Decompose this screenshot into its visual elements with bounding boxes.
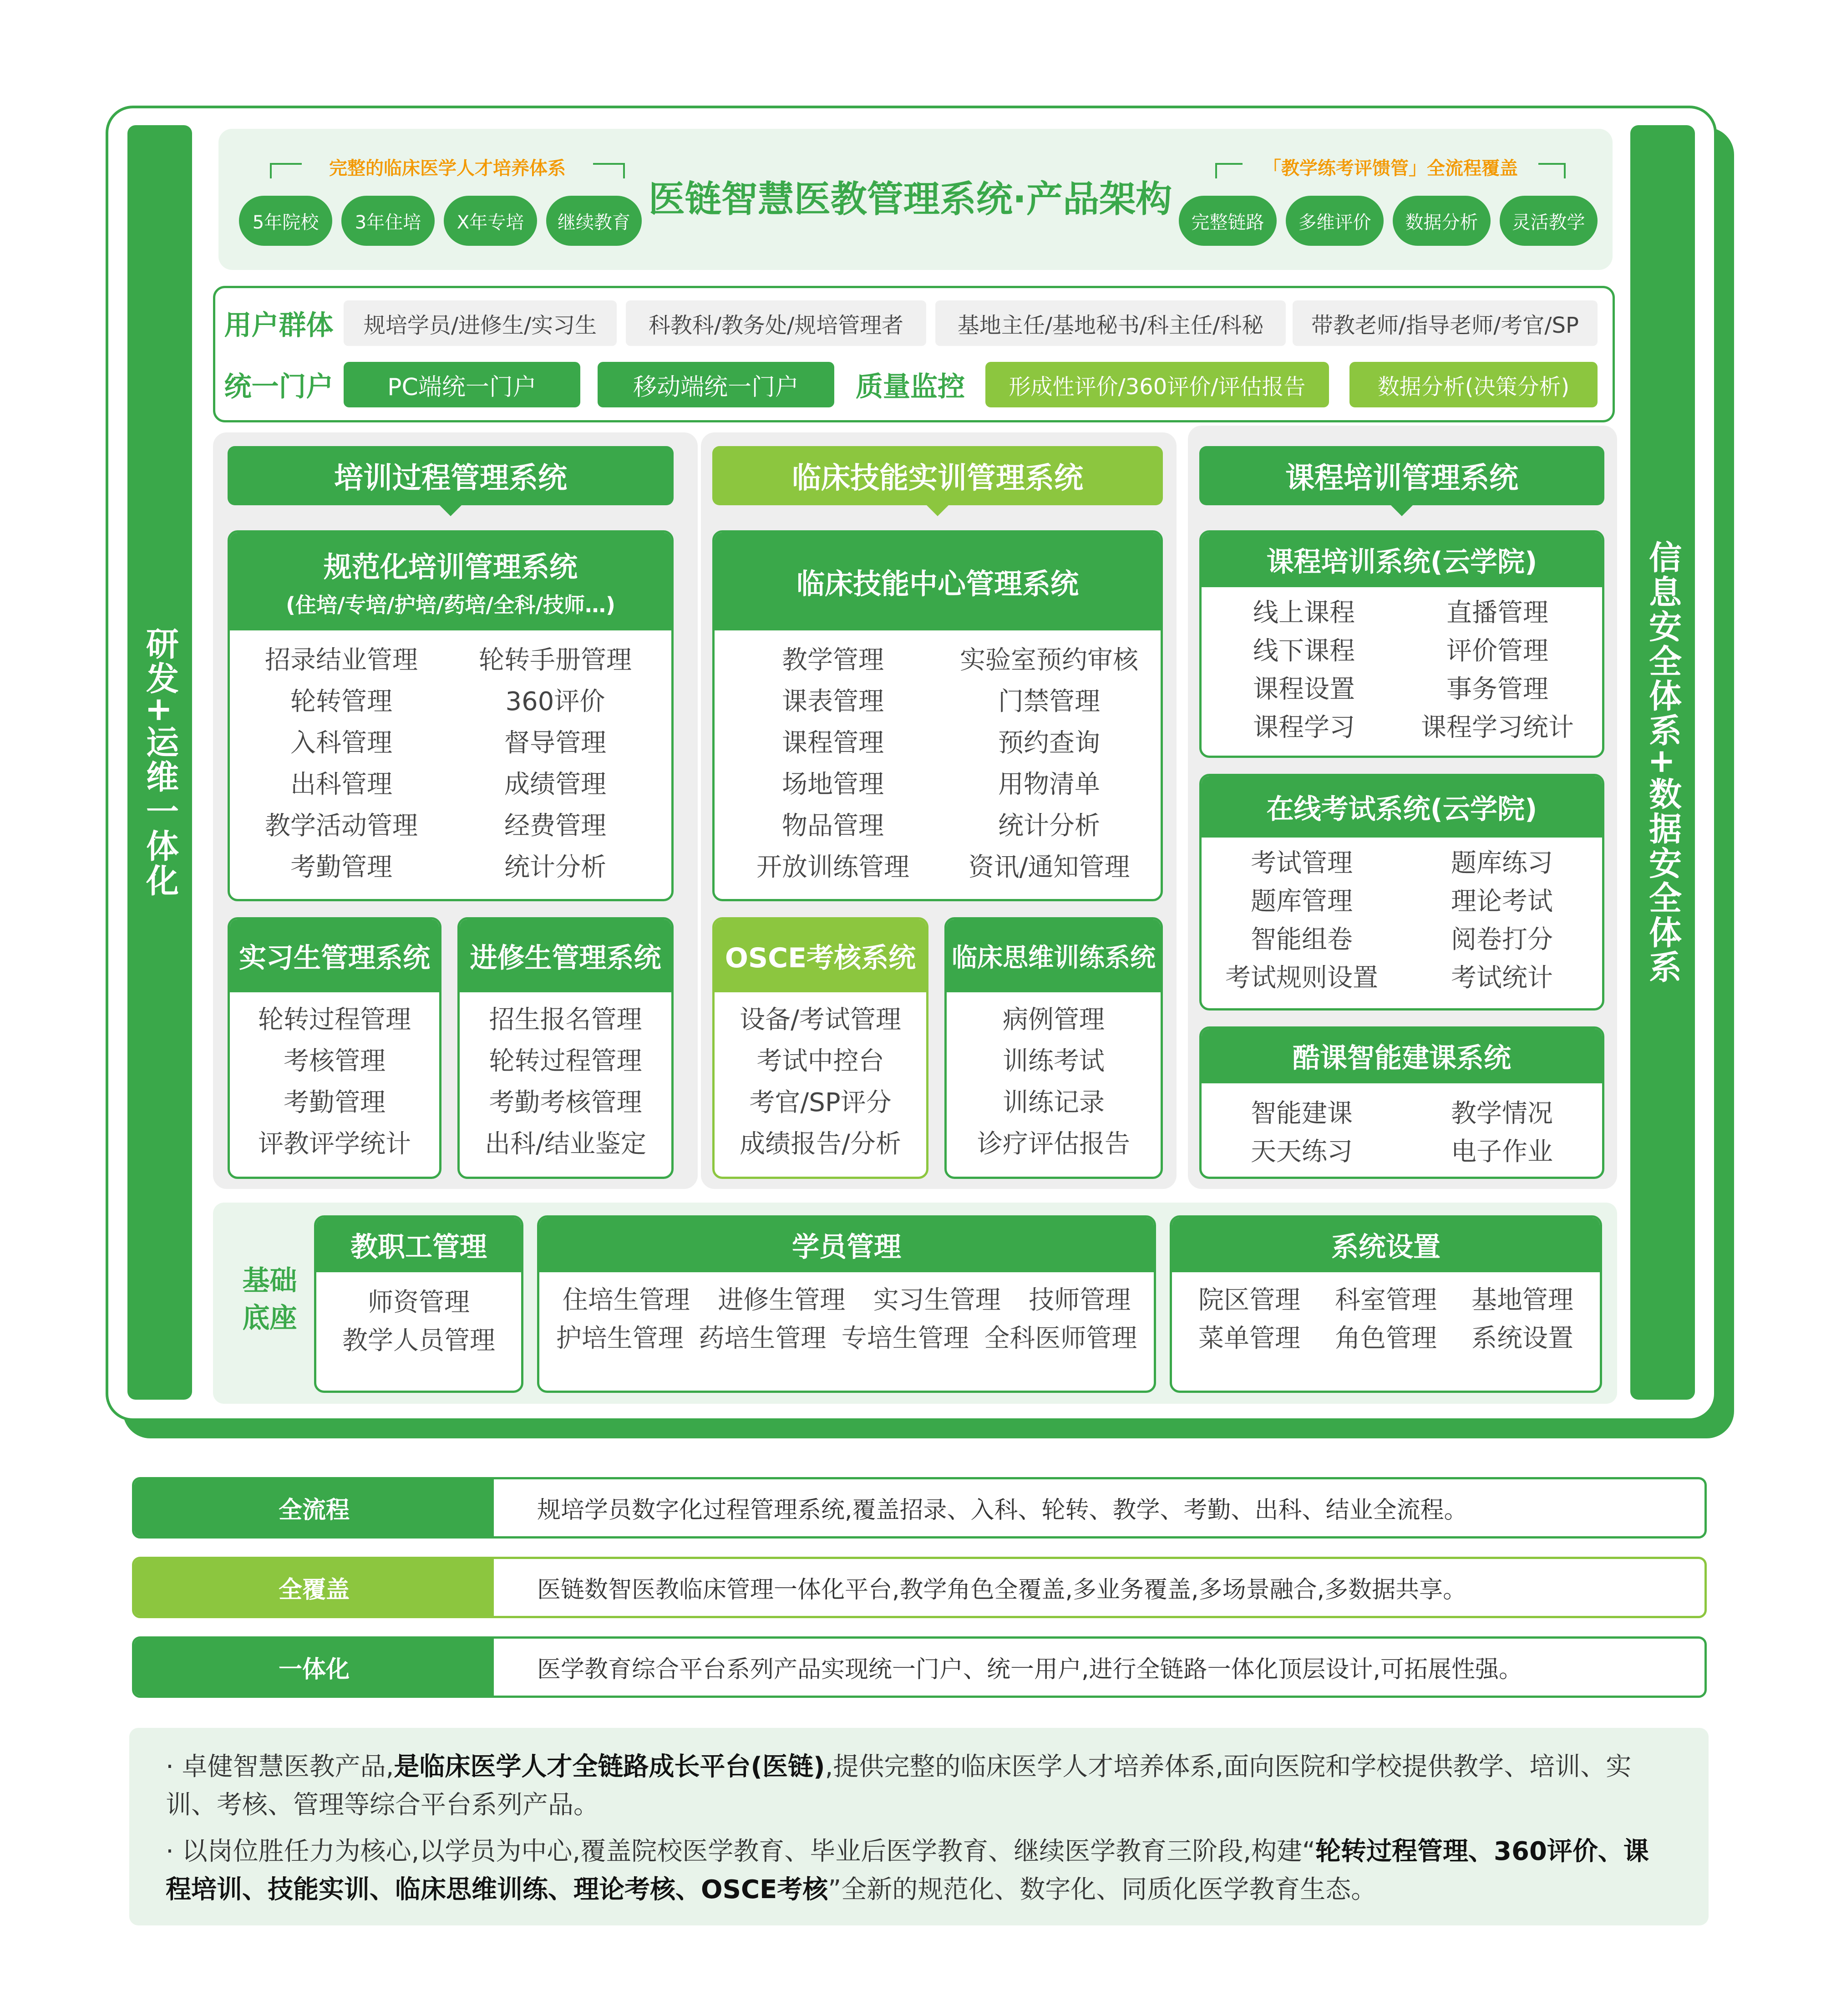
user-group-admin: 科教科/教务处/规培管理者 [626, 300, 926, 346]
list-item: 实验室预约审核 [960, 645, 1138, 675]
list-item: 技师管理 [1029, 1285, 1131, 1315]
quality-label: 质量监控 [856, 371, 965, 403]
list-item: 教学人员管理 [342, 1326, 495, 1356]
right-bracket [1215, 163, 1243, 178]
skills-center-right-list [938, 637, 1161, 886]
skills-center-card [712, 530, 1163, 901]
list-item: 考勤管理 [284, 1087, 386, 1117]
list-item: 天天练习 [1251, 1137, 1353, 1167]
staff-management-card [314, 1215, 523, 1393]
pill-multi-eval: 多维评价 [1286, 196, 1384, 246]
user-group-trainees: 规培学员/进修生/实习生 [344, 300, 617, 346]
list-item: 出科/结业鉴定 [485, 1129, 646, 1159]
clinical-thinking-title: 临床思维训练系统 [947, 919, 1161, 992]
list-item: 课程设置 [1253, 675, 1355, 704]
rd-ops-label: 研发+运维一体化 [141, 626, 179, 899]
user-group-directors: 基地主任/基地秘书/科主任/科秘 [935, 300, 1286, 346]
advanced-study-card [457, 917, 674, 1179]
note-text: ,提供完整的临床医学人才培养体系,面向医院和学校提供教学、培训、实训、考核、管理等综合平台系列产品。 [166, 1752, 1632, 1820]
feature-label: 全覆盖 [134, 1559, 494, 1616]
list-item: 线上课程 [1253, 598, 1355, 628]
feature-desc: 医链数智医教临床管理一体化平台,教学角色全覆盖,多业务覆盖,多场景融合,多数据共享。 [537, 1576, 1467, 1604]
note-text: · 卓健智慧医教产品, [166, 1752, 394, 1782]
list-item: 线下课程 [1253, 636, 1355, 666]
skills-center-left-list [715, 637, 951, 886]
feature-desc: 医学教育综合平台系列产品实现统一门户、统一用户,进行全链路一体化顶层设计,可拓展性强。 [537, 1656, 1523, 1683]
list-item: 训练考试 [1003, 1046, 1105, 1076]
left-bracket [270, 163, 302, 178]
list-item: 成绩管理 [504, 769, 606, 799]
list-item: 题库练习 [1451, 848, 1553, 878]
base-label-text: 基础底座 [242, 1265, 297, 1334]
list-item: 教学活动管理 [265, 811, 418, 841]
quality-evaluation-button[interactable]: 形成性评价/360评价/评估报告 [985, 362, 1329, 407]
list-item: 病例管理 [1003, 1005, 1105, 1035]
staff-management-title: 教职工管理 [316, 1218, 521, 1272]
base-label [230, 1261, 309, 1338]
list-item: 师资管理 [368, 1288, 470, 1317]
list-item: 经费管理 [504, 811, 606, 841]
list-item: 物品管理 [782, 811, 884, 841]
left-subtitle: 完整的临床医学人才培养体系 [329, 157, 566, 179]
note-paragraph-2 [166, 1833, 1672, 1909]
student-management-title: 学员管理 [539, 1218, 1154, 1272]
list-item: 门禁管理 [998, 686, 1100, 716]
list-item: 考官/SP评分 [749, 1087, 892, 1117]
list-item: 电子作业 [1451, 1137, 1553, 1167]
security-side-bar [1630, 125, 1695, 1400]
pill-continuing: 继续教育 [546, 196, 642, 246]
list-item: 题库管理 [1251, 887, 1353, 916]
list-item: 场地管理 [782, 769, 884, 799]
list-item: 专培生管理 [841, 1324, 969, 1353]
list-item: 评价管理 [1446, 636, 1548, 666]
list-item: 护培生管理 [556, 1324, 684, 1353]
list-item: 设备/考试管理 [740, 1005, 901, 1035]
security-label: 信息安全体系+数据安全体系 [1643, 540, 1682, 985]
users-label: 用户群体 [224, 310, 334, 341]
osce-title: OSCE考核系统 [715, 919, 926, 992]
list-item: 出科管理 [290, 769, 392, 799]
osce-card [712, 917, 928, 1179]
arrow-down-icon [927, 505, 949, 516]
list-item: 训练记录 [1003, 1087, 1105, 1117]
list-item: 考勤管理 [290, 852, 392, 882]
list-item: 直播管理 [1446, 598, 1548, 628]
clinical-skills-title: 临床技能实训管理系统 [712, 446, 1163, 505]
user-group-teachers: 带教老师/指导老师/考官/SP [1293, 300, 1598, 346]
feature-label: 全流程 [134, 1479, 494, 1536]
notes-panel [129, 1728, 1709, 1925]
system-settings-title: 系统设置 [1172, 1218, 1600, 1272]
intern-system-title: 实习生管理系统 [230, 919, 439, 992]
note-text: · 以岗位胜任力为核心,以学员为中心,覆盖院校医学教育、毕业后医学教育、继续医学教育三阶段,构建“ [166, 1837, 1316, 1866]
portal-label: 统一门户 [224, 371, 334, 403]
list-item: 轮转管理 [290, 686, 392, 716]
list-item: 轮转过程管理 [489, 1046, 642, 1076]
list-item: 进修生管理 [718, 1285, 846, 1315]
list-item: 智能建课 [1251, 1099, 1353, 1128]
page-title: 医链智慧医教管理系统·产品架构 [648, 178, 1172, 220]
intern-system-card [228, 917, 441, 1179]
standard-training-subtitle: (住培/专培/护培/药培/全科/技师…) [285, 593, 616, 617]
pill-data-analysis: 数据分析 [1393, 196, 1491, 246]
list-item: 评教评学统计 [258, 1129, 411, 1159]
list-item: 智能组卷 [1251, 925, 1353, 955]
list-item: 药培生管理 [699, 1324, 827, 1353]
mobile-portal-button[interactable]: 移动端统一门户 [598, 362, 834, 407]
list-item: 考试管理 [1251, 848, 1353, 878]
pill-flexible-teaching: 灵活教学 [1500, 196, 1598, 246]
list-item: 住培生管理 [562, 1285, 690, 1315]
list-item: 诊疗评估报告 [977, 1129, 1130, 1159]
list-item: 360评价 [505, 686, 605, 716]
list-item: 招生报名管理 [489, 1005, 642, 1035]
feature-desc: 规培学员数字化过程管理系统,覆盖招录、入科、轮转、教学、考勤、出科、结业全流程。 [537, 1497, 1468, 1524]
pill-full-chain: 完整链路 [1179, 196, 1277, 246]
online-exam-card [1199, 774, 1604, 1011]
rd-ops-side-bar [127, 125, 192, 1400]
list-item: 理论考试 [1451, 887, 1553, 916]
feature-row-full-coverage [132, 1557, 1707, 1618]
note-bold: 轮转过程管理、360评价、课程培训、技能实训、临床思维训练、理论考核、OSCE考核 [166, 1837, 1649, 1904]
quality-analysis-button[interactable]: 数据分析(决策分析) [1349, 362, 1598, 407]
list-item: 统计分析 [504, 852, 606, 882]
list-item: 实习生管理 [873, 1285, 1001, 1315]
advanced-study-title: 进修生管理系统 [460, 919, 671, 992]
list-item: 教学管理 [782, 645, 884, 675]
list-item: 事务管理 [1446, 675, 1548, 704]
list-item: 入科管理 [290, 728, 392, 758]
feature-row-integration [132, 1636, 1707, 1698]
left-bracket-end [593, 163, 625, 178]
list-item: 预约查询 [998, 728, 1100, 758]
clinical-thinking-card [944, 917, 1163, 1179]
list-item: 基地管理 [1471, 1285, 1573, 1315]
list-item: 轮转过程管理 [258, 1005, 411, 1035]
feature-row-full-process [132, 1477, 1707, 1539]
list-item: 课表管理 [782, 686, 884, 716]
list-item: 课程管理 [782, 728, 884, 758]
feature-label: 一体化 [134, 1639, 494, 1696]
smart-course-title: 酷课智能建课系统 [1202, 1029, 1602, 1083]
list-item: 招录结业管理 [265, 645, 418, 675]
pill-x-year: X年专培 [444, 196, 537, 246]
right-subtitle: 「教学练考评馈管」全流程覆盖 [1263, 157, 1518, 179]
cloud-course-title: 课程培训系统(云学院) [1202, 533, 1602, 587]
student-management-card [537, 1215, 1156, 1393]
list-item: 教学情况 [1451, 1099, 1553, 1128]
course-training-title: 课程培训管理系统 [1199, 446, 1604, 505]
list-item: 菜单管理 [1198, 1324, 1300, 1353]
right-bracket-end [1538, 163, 1566, 178]
pill-3-year: 3年住培 [341, 196, 435, 246]
list-item: 统计分析 [998, 811, 1100, 841]
list-item: 全科医师管理 [984, 1324, 1137, 1353]
standard-training-left-list [230, 637, 453, 886]
list-item: 系统设置 [1471, 1324, 1573, 1353]
system-settings-card [1170, 1215, 1602, 1393]
list-item: 成绩报告/分析 [740, 1129, 901, 1159]
smart-course-card [1199, 1026, 1604, 1179]
list-item: 考试中控台 [756, 1046, 884, 1076]
list-item: 角色管理 [1335, 1324, 1437, 1353]
list-item: 考试规则设置 [1225, 963, 1378, 993]
list-item: 课程学习统计 [1421, 713, 1574, 742]
arrow-down-icon [1391, 505, 1413, 516]
list-item: 轮转手册管理 [479, 645, 632, 675]
online-exam-title: 在线考试系统(云学院) [1202, 776, 1602, 838]
skills-center-title: 临床技能中心管理系统 [715, 533, 1161, 630]
list-item: 课程学习 [1253, 713, 1355, 742]
pill-5-year: 5年院校 [239, 196, 332, 246]
list-item: 考核管理 [284, 1046, 386, 1076]
list-item: 科室管理 [1335, 1285, 1437, 1315]
list-item: 考试统计 [1451, 963, 1553, 993]
list-item: 院区管理 [1198, 1285, 1300, 1315]
list-item: 考勤考核管理 [489, 1087, 642, 1117]
standard-training-card [228, 530, 674, 901]
standard-training-title: 规范化培训管理系统 [323, 550, 578, 584]
note-text: ”全新的规范化、数字化、同质化医学教育生态。 [828, 1875, 1377, 1904]
list-item: 阅卷打分 [1451, 925, 1553, 955]
list-item: 资讯/通知管理 [968, 852, 1130, 882]
arrow-down-icon [440, 505, 462, 516]
pc-portal-button[interactable]: PC端统一门户 [344, 362, 580, 407]
list-item: 用物清单 [998, 769, 1100, 799]
list-item: 督导管理 [504, 728, 606, 758]
training-process-title: 培训过程管理系统 [228, 446, 674, 505]
cloud-course-card [1199, 530, 1604, 758]
note-paragraph-1 [166, 1748, 1672, 1824]
list-item: 开放训练管理 [756, 852, 909, 882]
standard-training-right-list [444, 637, 667, 886]
note-bold: 是临床医学人才全链路成长平台(医链) [394, 1752, 825, 1782]
